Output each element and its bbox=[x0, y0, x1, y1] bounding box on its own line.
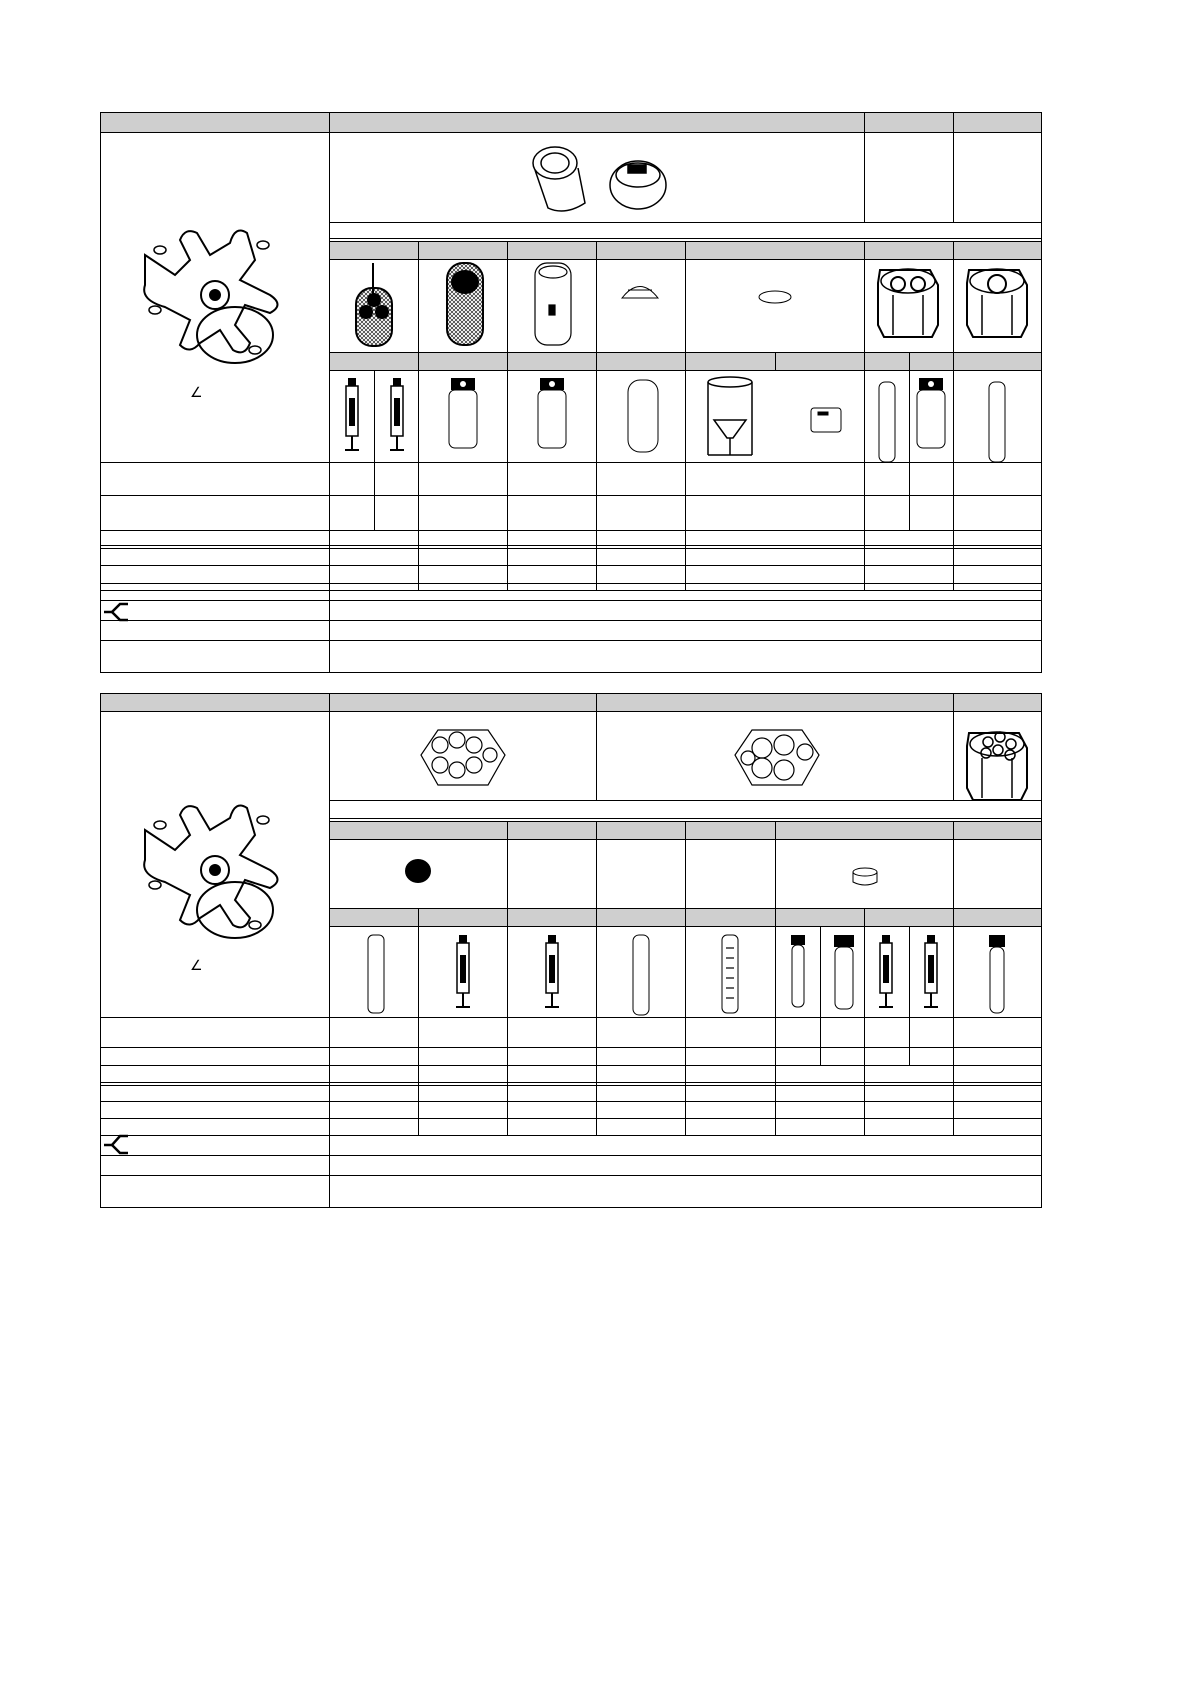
capped-tube-icon bbox=[989, 935, 1005, 1013]
bracket-icon bbox=[104, 604, 128, 620]
syringe-tube-icon bbox=[879, 935, 893, 1007]
rotor-table-1 bbox=[101, 113, 1042, 673]
angle-symbol: ∠ bbox=[190, 958, 203, 974]
capped-tube-icon bbox=[538, 378, 566, 448]
cylinder-adapter-icon bbox=[535, 263, 571, 345]
syringe-tube-icon bbox=[345, 378, 359, 450]
sealed-lid-icon bbox=[610, 161, 666, 209]
funnel-insert-icon bbox=[708, 377, 752, 455]
single-hole-adapter-icon bbox=[967, 269, 1027, 337]
bracket-icon bbox=[104, 1136, 128, 1153]
plain-tube-icon bbox=[879, 382, 895, 462]
angle-symbol: ∠ bbox=[190, 385, 203, 401]
six-hole-adapter-icon bbox=[967, 732, 1027, 800]
syringe-tube-icon bbox=[545, 935, 559, 1007]
mesh-adapter-icon bbox=[447, 263, 483, 345]
multi-hole-plate-icon bbox=[421, 730, 505, 785]
swing-out-rotor-icon bbox=[144, 806, 277, 938]
swing-out-rotor-icon bbox=[144, 231, 277, 363]
capped-tube-icon bbox=[917, 378, 945, 448]
capped-tube-icon bbox=[834, 935, 854, 1009]
graduated-tube-icon bbox=[722, 935, 738, 1013]
round-bucket-icon bbox=[533, 147, 585, 211]
syringe-tube-icon bbox=[456, 935, 470, 1007]
multi-tube-adapter-icon bbox=[356, 263, 392, 346]
flat-disc-icon bbox=[759, 291, 791, 303]
ring-adapter-icon bbox=[853, 868, 877, 885]
syringe-tube-icon bbox=[924, 935, 938, 1007]
long-tube-icon bbox=[368, 935, 384, 1013]
rubber-cap-icon bbox=[405, 859, 431, 883]
plain-tube-icon bbox=[633, 935, 649, 1015]
multi-hole-plate-icon bbox=[735, 730, 819, 785]
plain-tube-icon bbox=[989, 382, 1005, 462]
capped-tube-icon bbox=[791, 935, 805, 1007]
rotor-table-2 bbox=[101, 694, 1042, 1208]
capped-tube-icon bbox=[449, 378, 477, 448]
conical-tube-icon bbox=[628, 380, 658, 452]
syringe-tube-icon bbox=[390, 378, 404, 450]
two-hole-adapter-icon bbox=[878, 269, 938, 337]
dome-cap-icon bbox=[622, 287, 658, 299]
small-cup-icon bbox=[811, 408, 841, 432]
